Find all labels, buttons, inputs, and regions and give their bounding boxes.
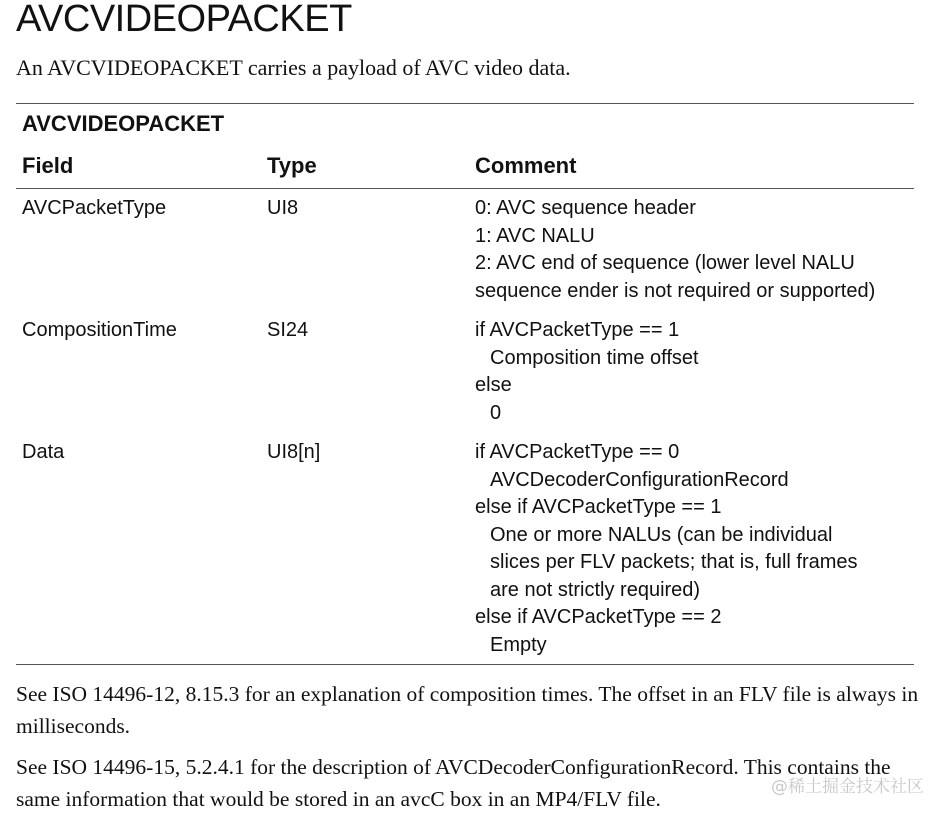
intro-paragraph: An AVCVIDEOPACKET carries a payload of AVC video data.	[16, 55, 571, 80]
comment-line: Empty	[490, 633, 547, 656]
comment-line: 1: AVC NALU	[475, 224, 595, 247]
table-cell-type: UI8[n]	[267, 441, 321, 463]
table-cell-field: AVCPacketType	[22, 197, 167, 219]
comment-line: if AVCPacketType == 1	[475, 319, 680, 341]
table-cell-comment	[475, 317, 699, 427]
page-title: AVCVIDEOPACKET	[16, 0, 352, 40]
comment-line: if AVCPacketType == 0	[475, 441, 680, 463]
comment-line: else if AVCPacketType == 2	[475, 606, 722, 628]
comment-line: sequence ender is not required or supported)	[475, 279, 876, 302]
table-cell-comment	[475, 439, 858, 659]
table-cell-field: CompositionTime	[22, 319, 177, 341]
comment-line: Composition time offset	[490, 346, 699, 369]
comment-line: 2: AVC end of sequence (lower level NALU	[475, 252, 855, 274]
comment-line: are not strictly required)	[490, 578, 701, 601]
table-title: AVCVIDEOPACKET	[22, 111, 225, 136]
comment-line: 0	[490, 401, 502, 424]
column-header-comment: Comment	[475, 153, 577, 178]
table-top-rule	[16, 103, 914, 104]
column-header-type: Type	[267, 153, 317, 178]
comment-line: One or more NALUs (can be individual	[490, 523, 833, 546]
table-cell-field: Data	[22, 441, 65, 463]
comment-line: else	[475, 374, 512, 396]
comment-line: slices per FLV packets; that is, full frames	[490, 551, 858, 573]
watermark: @稀土掘金技术社区	[771, 777, 924, 797]
table-bottom-rule	[16, 664, 914, 665]
table-cell-type: UI8	[267, 197, 299, 219]
footnote-composition-times: See ISO 14496-12, 8.15.3 for an explanation of composition times. The offset in an FLV file is always in milliseconds.	[16, 682, 919, 738]
table-header-rule	[16, 188, 914, 189]
footnote-decoder-config: See ISO 14496-15, 5.2.4.1 for the description of AVCDecoderConfigurationRecord. This contains the same information that would be stored in an avcC box in an MP4/FLV file.	[16, 755, 891, 811]
comment-line: 0: AVC sequence header	[475, 197, 696, 219]
comment-line: AVCDecoderConfigurationRecord	[490, 468, 789, 491]
comment-line: else if AVCPacketType == 1	[475, 496, 722, 518]
table-cell-type: SI24	[267, 319, 309, 341]
table-cell-comment	[475, 195, 875, 305]
column-header-field: Field	[22, 153, 74, 178]
